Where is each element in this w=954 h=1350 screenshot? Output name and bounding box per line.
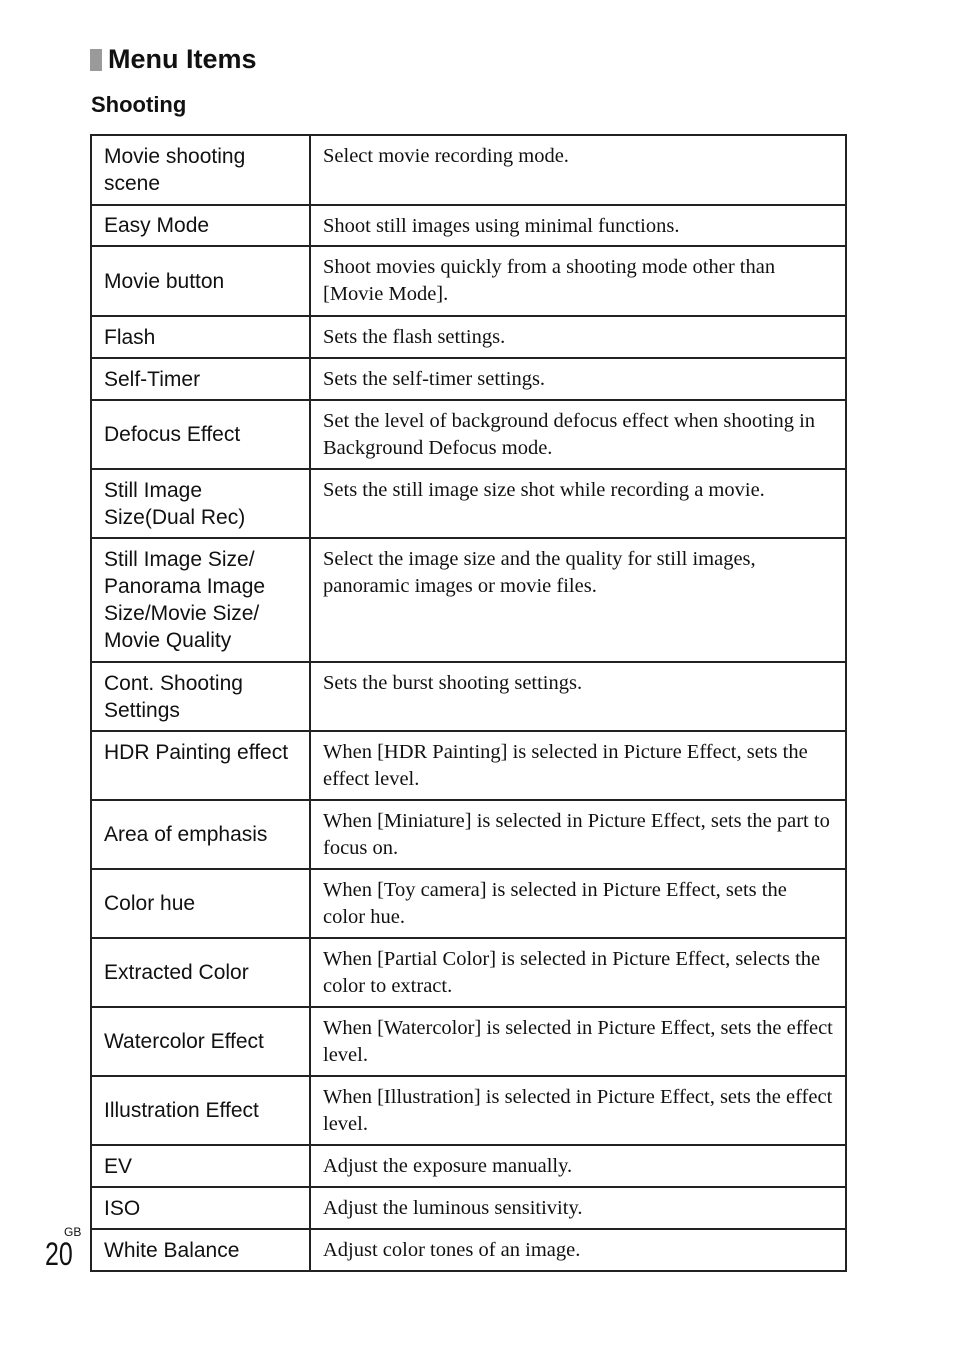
menu-items-table: [90, 134, 847, 1272]
menu-item-description: When [Partial Color] is selected in Picture Effect, selects the color to extract.: [310, 938, 846, 1007]
menu-item-name: Easy Mode: [91, 205, 310, 246]
region-code: GB: [64, 1225, 82, 1239]
menu-item-description: Select movie recording mode.: [310, 135, 846, 205]
menu-item-description: Shoot movies quickly from a shooting mode other than [Movie Mode].: [310, 246, 846, 316]
table-row: [91, 1076, 846, 1145]
menu-item-name: Defocus Effect: [91, 400, 310, 469]
menu-item-name: Movie shooting scene: [91, 135, 310, 205]
menu-item-name: Illustration Effect: [91, 1076, 310, 1145]
table-row: [91, 469, 846, 538]
menu-item-name: ISO: [91, 1187, 310, 1229]
section-title: Menu Items: [108, 44, 257, 74]
menu-item-description: Shoot still images using minimal functions.: [310, 205, 846, 246]
table-row: [91, 731, 846, 800]
menu-item-description: Sets the self-timer settings.: [310, 358, 846, 400]
menu-item-description: Sets the still image size shot while recording a movie.: [310, 469, 846, 538]
menu-item-description: Sets the flash settings.: [310, 316, 846, 358]
menu-item-name: Flash: [91, 316, 310, 358]
menu-item-description: Sets the burst shooting settings.: [310, 662, 846, 731]
menu-item-description: Select the image size and the quality for still images, panoramic images or movie files.: [310, 538, 846, 662]
menu-item-name: Still Image Size/ Panorama Image Size/Movie Size/ Movie Quality: [91, 538, 310, 662]
table-row: [91, 1229, 846, 1271]
menu-item-description: When [Watercolor] is selected in Picture Effect, sets the effect level.: [310, 1007, 846, 1076]
menu-item-name: Movie button: [91, 246, 310, 316]
subsection-title: Shooting: [91, 92, 187, 117]
menu-item-name: HDR Painting effect: [91, 731, 310, 800]
menu-item-name: Extracted Color: [91, 938, 310, 1007]
menu-item-name: Still Image Size(Dual Rec): [91, 469, 310, 538]
menu-item-name: Color hue: [91, 869, 310, 938]
table-row: [91, 538, 846, 662]
page-number: 20: [45, 1236, 73, 1272]
section-marker: [90, 49, 102, 71]
menu-item-name: EV: [91, 1145, 310, 1187]
menu-item-description: Set the level of background defocus effect when shooting in Background Defocus mode.: [310, 400, 846, 469]
table-row: [91, 316, 846, 358]
menu-item-description: Adjust color tones of an image.: [310, 1229, 846, 1271]
menu-item-name: White Balance: [91, 1229, 310, 1271]
table-row: [91, 246, 846, 316]
menu-item-name: Area of emphasis: [91, 800, 310, 869]
menu-item-name: Cont. Shooting Settings: [91, 662, 310, 731]
table-row: [91, 1145, 846, 1187]
menu-item-description: When [Illustration] is selected in Picture Effect, sets the effect level.: [310, 1076, 846, 1145]
table-row: [91, 205, 846, 246]
table-row: [91, 1187, 846, 1229]
table-row: [91, 662, 846, 731]
menu-item-name: Watercolor Effect: [91, 1007, 310, 1076]
table-row: [91, 869, 846, 938]
menu-item-description: When [Miniature] is selected in Picture Effect, sets the part to focus on.: [310, 800, 846, 869]
menu-item-description: When [Toy camera] is selected in Picture Effect, sets the color hue.: [310, 869, 846, 938]
table-row: [91, 135, 846, 205]
table-row: [91, 938, 846, 1007]
menu-item-description: Adjust the exposure manually.: [310, 1145, 846, 1187]
section-heading: [90, 46, 257, 73]
menu-item-name: Self-Timer: [91, 358, 310, 400]
menu-item-description: Adjust the luminous sensitivity.: [310, 1187, 846, 1229]
table-row: [91, 400, 846, 469]
menu-item-description: When [HDR Painting] is selected in Picture Effect, sets the effect level.: [310, 731, 846, 800]
table-row: [91, 800, 846, 869]
table-row: [91, 358, 846, 400]
table-row: [91, 1007, 846, 1076]
